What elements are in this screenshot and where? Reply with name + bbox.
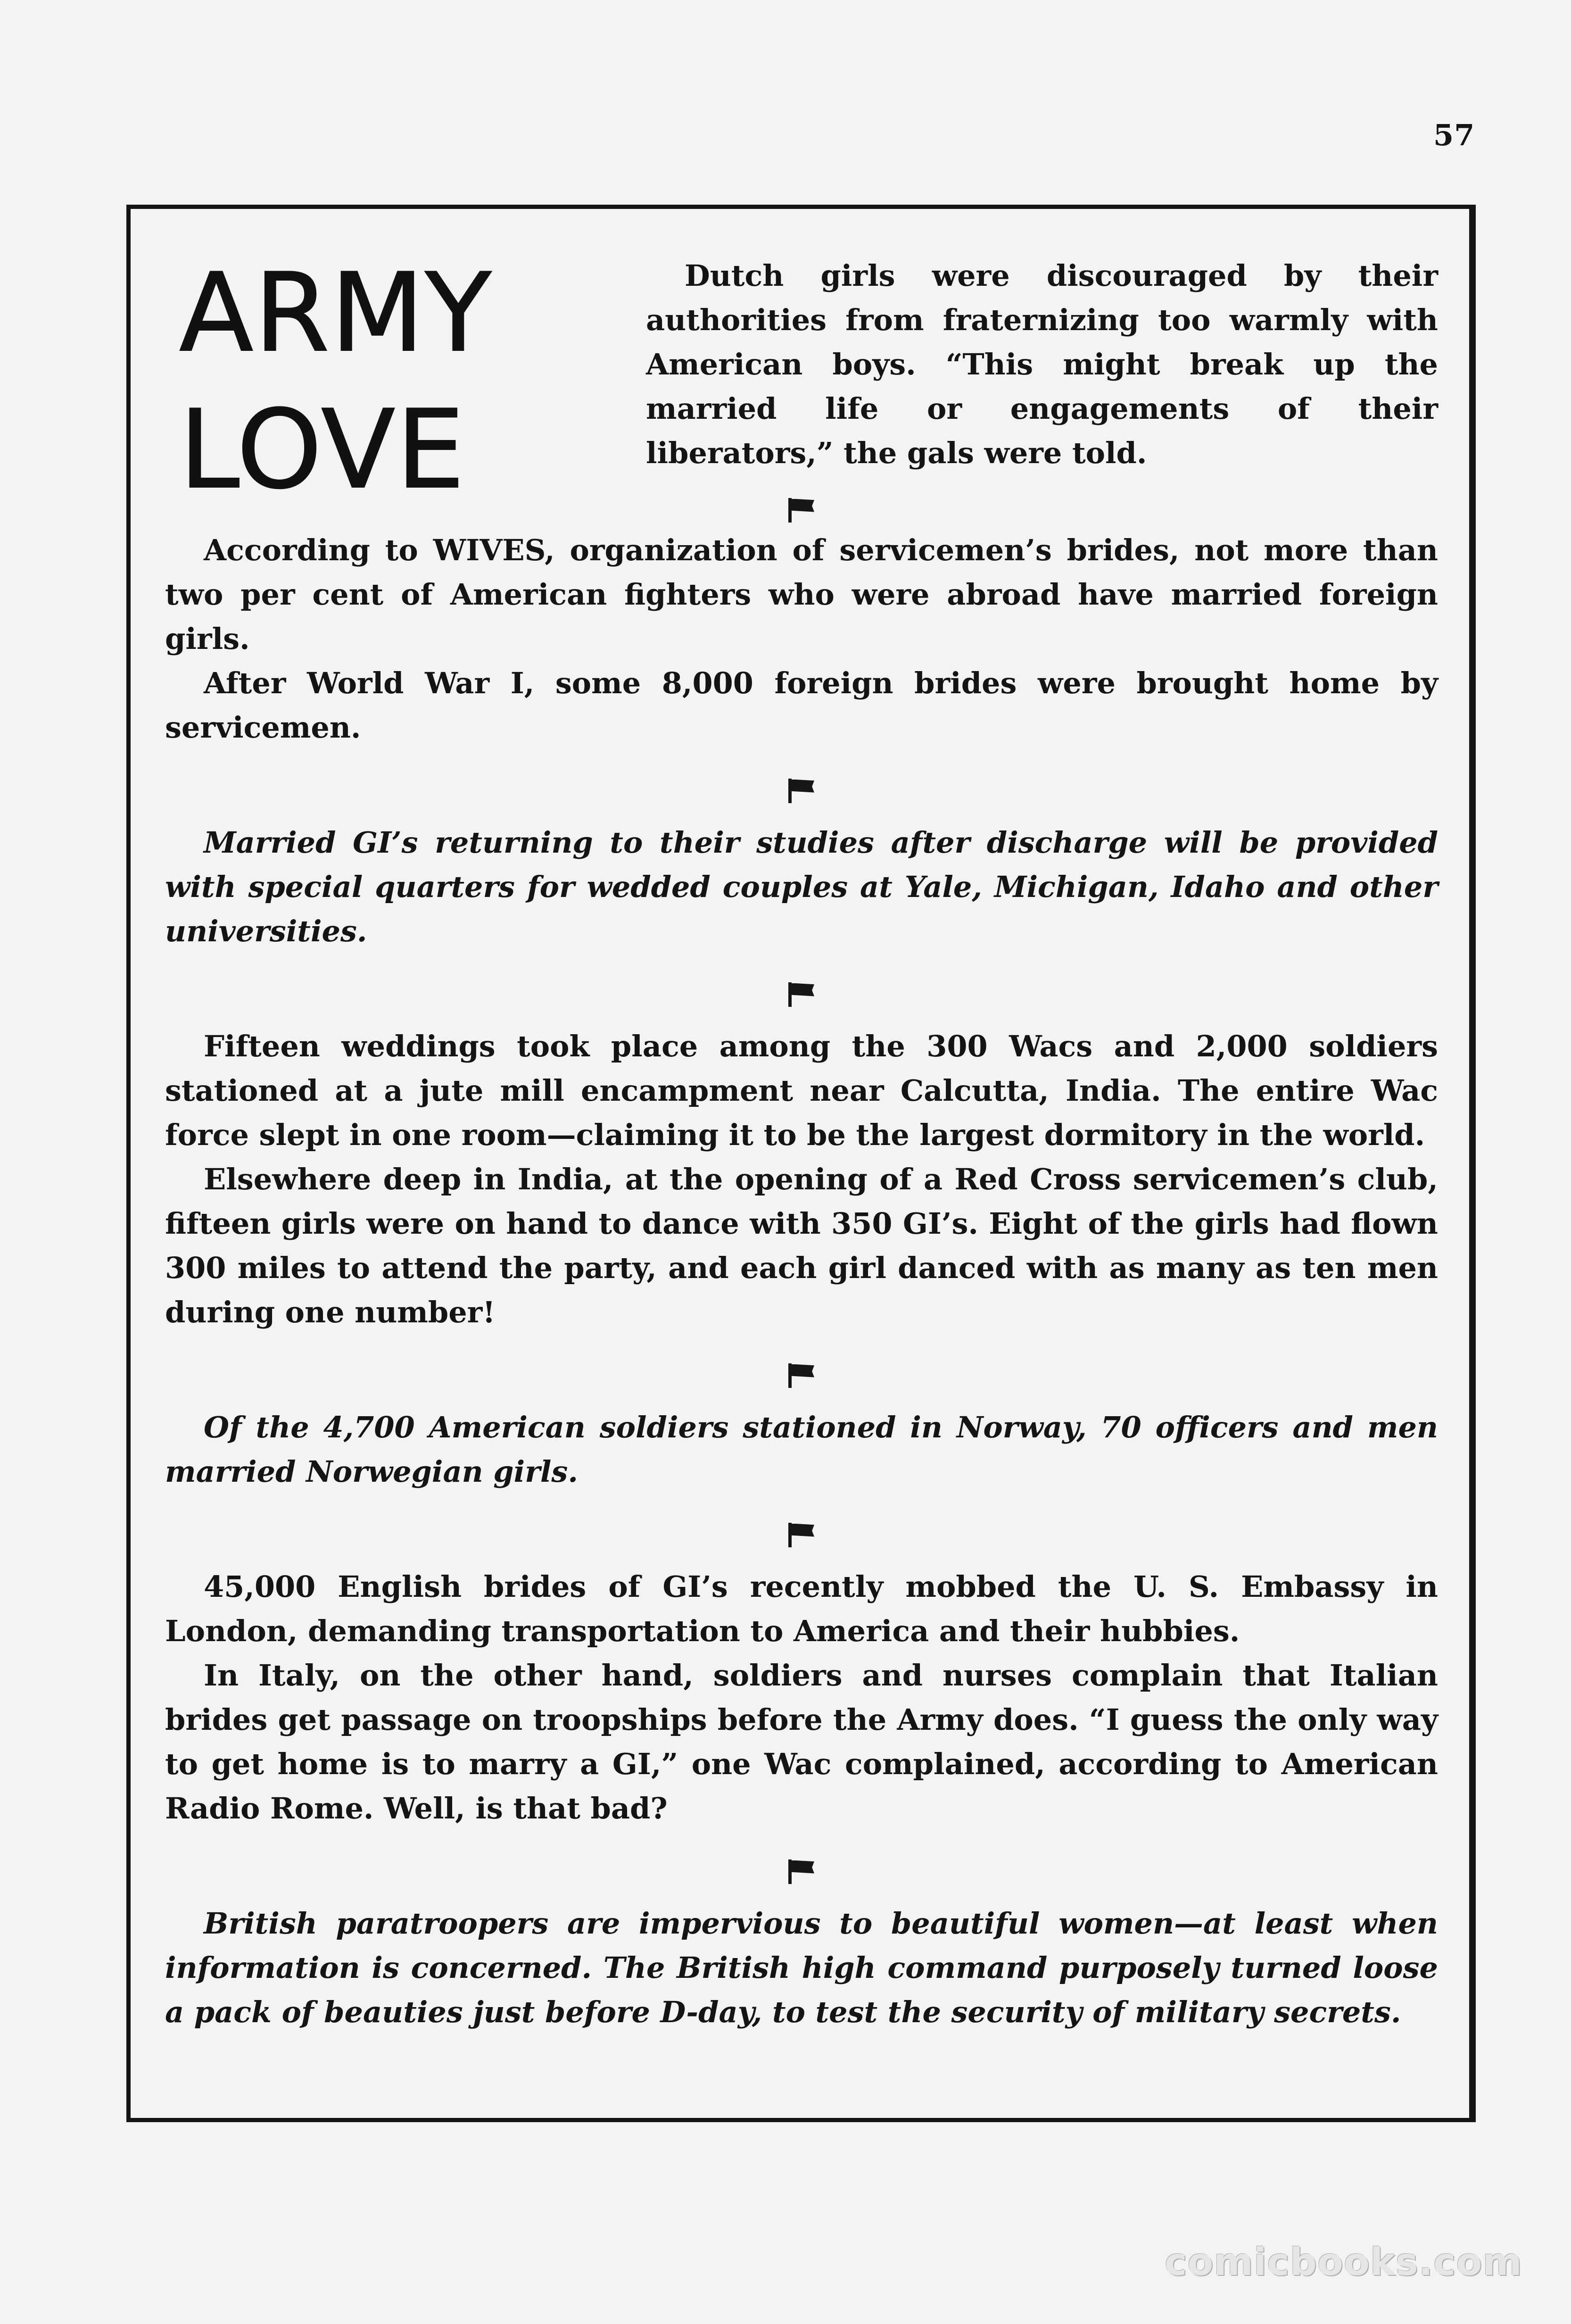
paragraph: According to WIVES, organization of servicemen’s brides, not more than two per cent of American fighters who were abroad have married foreign girls. (165, 533, 1438, 656)
flag-icon (788, 982, 815, 999)
item-india (165, 1024, 1438, 1335)
paragraph: 45,000 English brides of GI’s recently mobbed the U. S. Embassy in London, demanding transportation to America and their hubbies. (165, 1569, 1438, 1648)
article-body (165, 481, 1438, 2034)
separator (165, 1831, 1438, 1901)
paragraph: Elsewhere deep in India, at the opening of a Red Cross servicemen’s club, fifteen girls were on hand to dance with 350 GI’s. Eight of the girls had flown 300 miles to attend the party, and each girl danced with as many as ten men during one number! (165, 1162, 1438, 1329)
article-title (179, 245, 492, 519)
item-wives (165, 528, 1438, 750)
item-paratroopers (165, 1901, 1438, 2034)
paragraph: Married GI’s returning to their studies after discharge will be provided with special quarters for wedded couples at Yale, Michigan, Idaho and other universities. (165, 825, 1438, 948)
separator (165, 1335, 1438, 1405)
flag-icon (788, 1859, 815, 1876)
item-london-italy (165, 1565, 1438, 1831)
flag-icon (788, 779, 815, 796)
page-number: 57 (1433, 118, 1475, 152)
paragraph: In Italy, on the other hand, soldiers and nurses complain that Italian brides get passage on troopships before the Army does. “I guess the only way to get home is to marry a GI,” one Wac complained, according to American Radio Rome. Well, is that bad? (165, 1658, 1438, 1826)
watermark: comicbooks.com (1165, 2240, 1522, 2284)
paragraph: Fifteen weddings took place among the 300 Wacs and 2,000 soldiers stationed at a jute mill encampment near Calcutta, India. The entire Wac force slept in one room—claiming it to be the largest dormitory in the world. (165, 1029, 1438, 1152)
paragraph: British paratroopers are impervious to beautiful women—at least when information is concerned. The British high command purposely turned loose a pack of beauties just before D-day, to test the security of military secrets. (165, 1906, 1438, 2029)
item-norway (165, 1405, 1438, 1494)
item-married-gis (165, 821, 1438, 954)
separator (165, 481, 1438, 528)
intro-paragraph: Dutch girls were discouraged by their authorities from fraternizing too warmly with American boys. “This might break up the married life or engagements of their liberators,” the gals were told. (646, 258, 1438, 470)
paragraph: Of the 4,700 American soldiers stationed in Norway, 70 officers and men married Norwegian girls. (165, 1410, 1438, 1489)
title-line-2: LOVE (179, 387, 466, 513)
flag-icon (788, 498, 815, 515)
separator (165, 750, 1438, 821)
separator (165, 954, 1438, 1024)
separator (165, 1494, 1438, 1565)
flag-icon (788, 1523, 815, 1540)
title-line-1: ARMY (179, 250, 493, 376)
flag-icon (788, 1363, 815, 1380)
paragraph: After World War I, some 8,000 foreign brides were brought home by servicemen. (165, 666, 1438, 745)
